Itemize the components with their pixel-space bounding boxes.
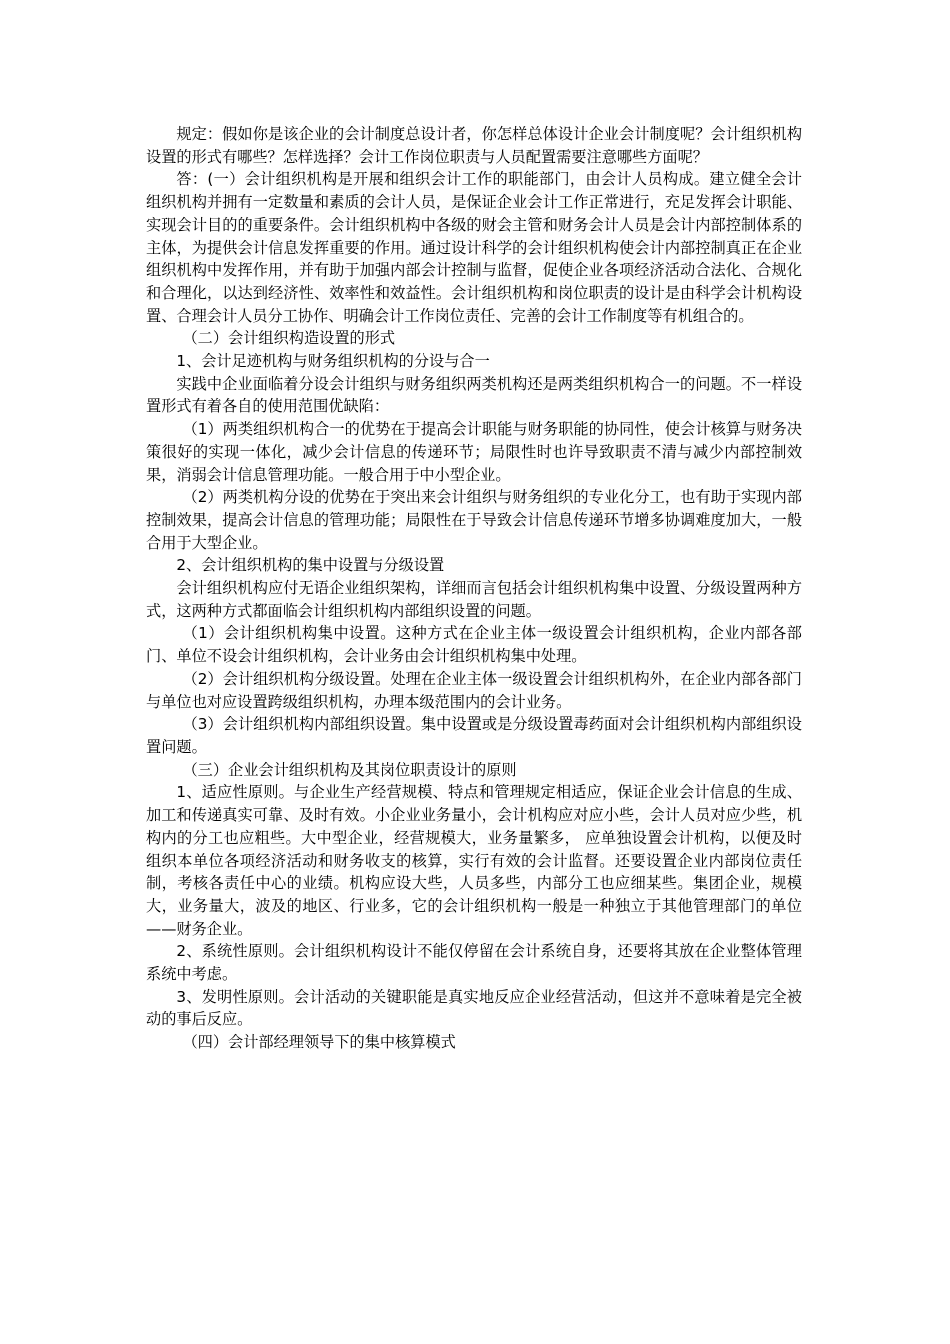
section-heading: （四）会计部经理领导下的集中核算模式 (182, 1033, 456, 1052)
principle-paragraph: 2、系统性原则。会计组织机构设计不能仅停留在会计系统自身，还要将其放在企业整体管理系统中考虑。 (146, 942, 802, 984)
body-paragraph: 会计组织机构应付无语企业组织架构，详细而言包括会计组织机构集中设置、分级设置两种方式，这两种方式都面临会计组织机构内部组织设置的问题。 (146, 579, 802, 620)
list-item-paragraph: （1）会计组织机构集中设置。这种方式在企业主体一级设置会计组织机构，企业内部各部门、单位不设会计组织机构，会计业务由会计组织机构集中处理。 (146, 624, 802, 666)
answer-paragraph: 答：(一）会计组织机构是开展和组织会计工作的职能部门，由会计人员构成。建立健全会计组织机构并拥有一定数量和素质的会计人员，是保证企业会计工作正常进行，充足发挥会计职能、实现会计目的的重要条件。会计组织机构中各级的财会主管和财务会计人员是会计内部控制体系的主体，为提供会计信息发挥重要的作用。通过设计科学的会计组织机构使会计内部控制真正在企业组织机构中发挥作用，并有助于加强内部会计控制与监督，促使企业各项经济活动合法化、合规化和合理化，以达到经济性、效率性和效益性。会计组织机构和岗位职责的设计是由科学会计机构设置、合理会计人员分工协作、明确会计工作岗位责任、完善的会计工作制度等有机组合的。 (146, 170, 802, 325)
list-item-paragraph: （1）两类组织机构合一的优势在于提高会计职能与财务职能的协同性，使会计核算与财务决策很好的实现一体化，减少会计信息的传递环节；局限性时也许导致职责不清与减少内部控制效果，消弱会计信息管理功能。一般合用于中小型企业。 (146, 420, 802, 484)
question-paragraph: 规定：假如你是该企业的会计制度总设计者，你怎样总体设计企业会计制度呢？会计组织机构设置的形式有哪些？怎样选择？会计工作岗位职责与人员配置需要注意哪些方面呢？ (146, 125, 802, 166)
body-paragraph: 实践中企业面临着分设会计组织与财务组织两类机构还是两类组织机构合一的问题。不一样设置形式有着各自的使用范围优缺陷： (146, 374, 802, 416)
document-body (146, 123, 802, 1054)
list-item-paragraph: （3）会计组织机构内部组织设置。集中设置或是分级设置毒药面对会计组织机构内部组织设置问题。 (146, 715, 802, 756)
list-item-paragraph: （2）会计组织机构分级设置。处理在企业主体一级设置会计组织机构外，在企业内部各部门与单位也对应设置跨级组织机构，办理本级范围内的会计业务。 (146, 669, 802, 711)
section-heading: （三）企业会计组织机构及其岗位职责设计的原则 (182, 760, 517, 779)
principle-paragraph: 1、适应性原则。与企业生产经营规模、特点和管理规定相适应，保证企业会计信息的生成、加工和传递真实可靠、及时有效。小企业业务量小，会计机构应对应小些，会计人员对应少些，机构内的分工也应粗些。大中型企业，经营规模大，业务量繁多， 应单独设置会计机构，以便及时组织本单位各项经济活动和财务收支的核算，实行有效的会计监督。还要设置企业内部岗位责任制，考核各责任中心的业绩。机构应设大些，人员多些，内部分工也应细某些。集团企业，规模大，业务量大，波及的地区、行业多，它的会计组织机构一般是一种独立于其他管理部门的单位——财务企业。 (146, 783, 802, 938)
section-heading: （二）会计组织构造设置的形式 (182, 329, 396, 348)
list-item-paragraph: （2）两类机构分设的优势在于突出来会计组织与财务组织的专业化分工，也有助于实现内部控制效果，提高会计信息的管理功能；局限性在于导致会计信息传递环节增多协调难度加大，一般合用于大型企业。 (146, 488, 802, 552)
subsection-heading: 1、会计足迹机构与财务组织机构的分设与合一 (176, 352, 490, 371)
principle-paragraph: 3、发明性原则。会计活动的关键职能是真实地反应企业经营活动，但这并不意味着是完全被动的事后反应。 (146, 987, 802, 1029)
subsection-heading: 2、会计组织机构的集中设置与分级设置 (176, 556, 445, 575)
